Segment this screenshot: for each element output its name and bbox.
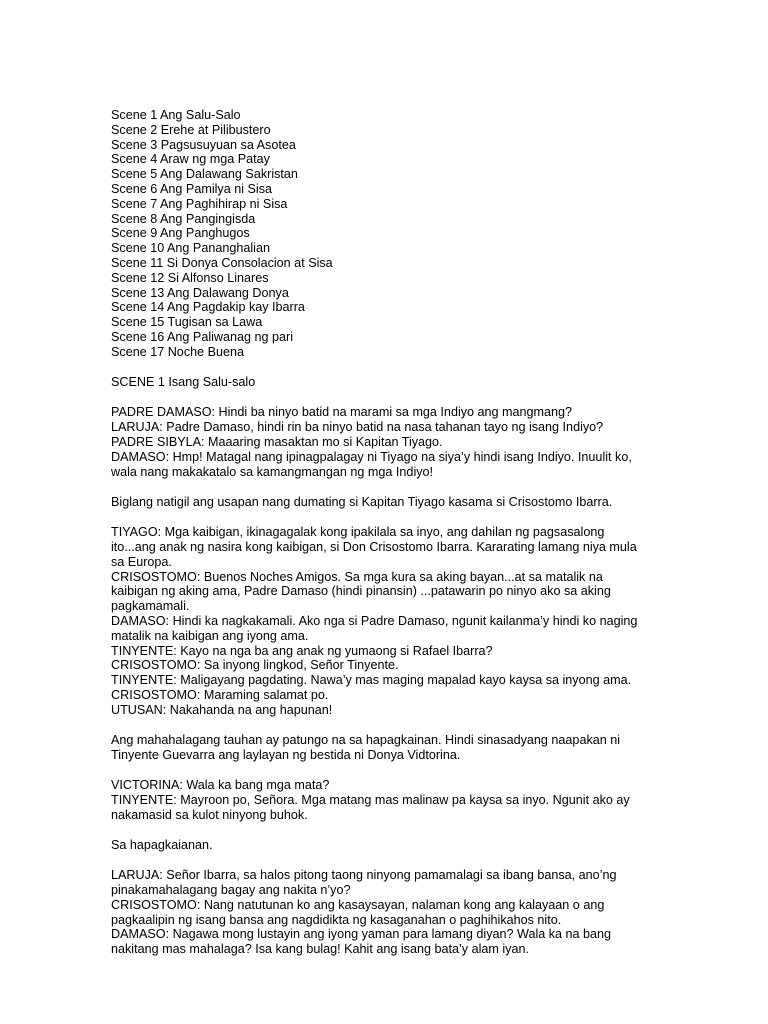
dialogue-line: CRISOSTOMO: Sa inyong lingkod, Señor Tinyente. [111, 658, 399, 673]
scene-list [111, 108, 741, 360]
dialogue-line: TINYENTE: Kayo na nga ba ang anak ng yumaong si Rafael Ibarra? [111, 643, 493, 658]
dialogue-block [111, 405, 741, 479]
scene-list-item: Scene 8 Ang Pangingisda [111, 211, 256, 226]
dialogue-line: nakitang mas mahalaga? Isa kang bulag! Kahit ang isang bata’y alam iyan. [111, 942, 529, 957]
document-body [111, 108, 741, 957]
dialogue-line: DAMASO: Hindi ka nagkakamali. Ako nga si Padre Damaso, ngunit kailanma’y hindi ko naging [111, 613, 638, 628]
dialogue-line: pagkaalipin ng isang bansa ang nagdidikta ng kasaganahan o paghihikahos nito. [111, 912, 562, 927]
scene-list-item: Scene 11 Si Donya Consolacion at Sisa [111, 255, 333, 270]
scene-list-item: Scene 16 Ang Paliwanag ng pari [111, 329, 294, 344]
dialogue-line: pagkamamali. [111, 599, 190, 614]
scene-list-item: Scene 15 Tugisan sa Lawa [111, 315, 263, 330]
dialogue-line: TINYENTE: Mayroon po, Señora. Mga matang mas malinaw pa kaysa sa inyo. Ngunit ako ay [111, 792, 630, 807]
scene-list-item: Scene 10 Ang Pananghalian [111, 241, 270, 256]
dialogue-line: TINYENTE: Maligayang pagdating. Nawa’y mas maging mapalad kayo kaysa sa inyong ama. [111, 673, 632, 688]
scene-list-item: Scene 7 Ang Paghihirap ni Sisa [111, 196, 288, 211]
scene-list-item: Scene 13 Ang Dalawang Donya [111, 285, 289, 300]
dialogue-line: VICTORINA: Wala ka bang mga mata? [111, 778, 330, 793]
scene-list-item: Scene 1 Ang Salu-Salo [111, 108, 241, 122]
paragraph-spacer [111, 822, 741, 838]
dialogue-line: kaibigan ng aking ama, Padre Damaso (hindi pinansin) ...patawarin po ninyo ako sa aking [111, 584, 611, 599]
narration-line: Ang mahahalagang tauhan ay patungo na sa hapagkainan. Hindi sinasadyang naapakan ni [111, 732, 621, 747]
dialogue-line: sa Europa. [111, 554, 172, 569]
dialogue-line: LARUJA: Padre Damaso, hindi rin ba ninyo batid na nasa tahanan tayo ng isang Indiyo? [111, 420, 604, 435]
paragraph-spacer [111, 390, 741, 406]
scene-list-item: Scene 6 Ang Pamilya ni Sisa [111, 181, 273, 196]
scene-list-item: Scene 17 Noche Buena [111, 344, 245, 359]
narration-line: Sa hapagkaianan. [111, 837, 213, 852]
narration-line: Biglang natigil ang usapan nang dumating si Kapitan Tiyago kasama si Crisostomo Ibarra. [111, 494, 613, 509]
scene-heading: SCENE 1 Isang Salu-salo [111, 375, 256, 390]
dialogue-block [111, 525, 741, 717]
paragraph-spacer [111, 479, 741, 495]
scene-list-item: Scene 3 Pagsusuyuan sa Asotea [111, 137, 296, 152]
dialogue-line: wala nang makakatalo sa kamangmangan ng mga Indiyo! [111, 464, 434, 479]
dialogue-line: nakamasid sa kulot ninyong buhok. [111, 807, 308, 822]
dialogue-line: DAMASO: Nagawa mong lustayin ang iyong yaman para lamang diyan? Wala ka na bang [111, 927, 612, 942]
paragraph-spacer [111, 763, 741, 779]
scene-list-item: Scene 14 Ang Pagdakip kay Ibarra [111, 300, 305, 315]
dialogue-block [111, 778, 741, 822]
dialogue-line: LARUJA: Señor Ibarra, sa halos pitong taong ninyong pamamalagi sa ibang bansa, ano’ng [111, 868, 617, 883]
dialogue-line: PADRE SIBYLA: Maaaring masaktan mo si Kapitan Tiyago. [111, 434, 443, 449]
scene-list-item: Scene 4 Araw ng mga Patay [111, 152, 270, 167]
paragraph-spacer [111, 510, 741, 526]
narration-line: Tinyente Guevarra ang laylayan ng bestida ni Donya Vidtorina. [111, 747, 461, 762]
scene-list-item: Scene 2 Erehe at Pilibustero [111, 122, 271, 137]
dialogue-line: pinakamahalagang bagay ang nakita n’yo? [111, 883, 351, 898]
paragraph-spacer [111, 717, 741, 733]
dialogue-line: TIYAGO: Mga kaibigan, ikinagagalak kong ipakilala sa inyo, ang dahilan ng pagsasalong [111, 525, 605, 540]
dialogue-line: UTUSAN: Nakahanda na ang hapunan! [111, 702, 333, 717]
dialogue-line: PADRE DAMASO: Hindi ba ninyo batid na marami sa mga Indiyo ang mangmang? [111, 405, 573, 420]
paragraph-spacer [111, 853, 741, 869]
scene-list-item: Scene 9 Ang Panghugos [111, 226, 250, 241]
dialogue-block [111, 868, 741, 957]
dialogue-line: CRISOSTOMO: Nang natutunan ko ang kasaysayan, nalaman kong ang kalayaan o ang [111, 897, 605, 912]
scene-list-item: Scene 12 Si Alfonso Linares [111, 270, 269, 285]
dialogue-line: matalik na kaibigan ang iyong ama. [111, 628, 309, 643]
narration-block [111, 733, 741, 763]
dialogue-line: ito...ang anak ng nasira kong kaibigan, si Don Crisostomo Ibarra. Kararating lamang niya mula [111, 539, 637, 554]
paragraph-spacer [111, 360, 741, 376]
scene-list-item: Scene 5 Ang Dalawang Sakristan [111, 167, 298, 182]
dialogue-line: CRISOSTOMO: Maraming salamat po. [111, 687, 329, 702]
dialogue-line: CRISOSTOMO: Buenos Noches Amigos. Sa mga kura sa aking bayan...at sa matalik na [111, 569, 603, 584]
dialogue-line: DAMASO: Hmp! Matagal nang ipinagpalagay ni Tiyago na siya’y hindi isang Indiyo. Inuulit ko, [111, 449, 632, 464]
